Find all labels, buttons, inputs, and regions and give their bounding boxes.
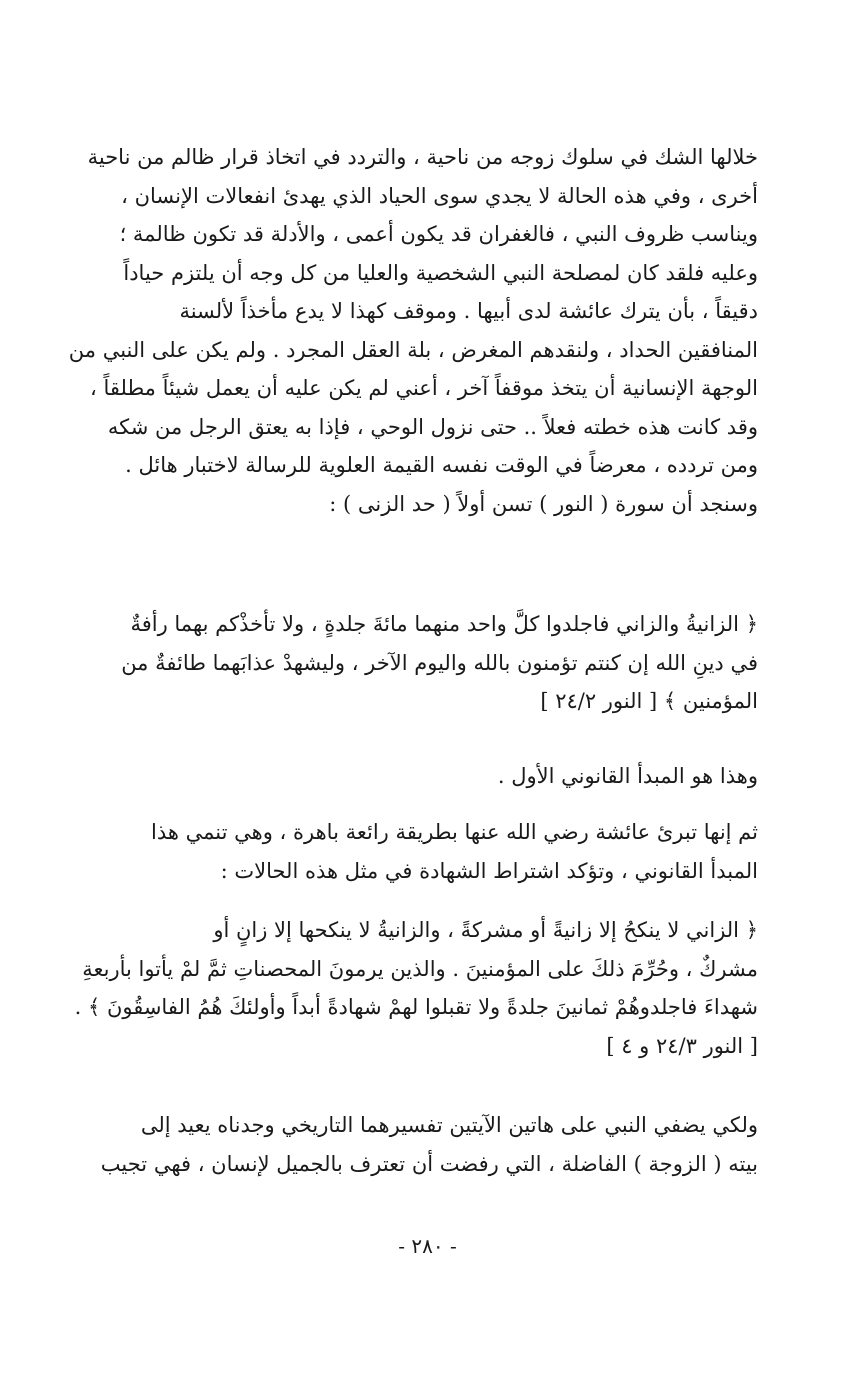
text-line: ومن تردده ، معرضاً في الوقت نفسه القيمة العلوية للرسالة لاختبار هائل . [125, 453, 758, 477]
quote-line: مشركٌ ، وحُرِّمَ ذلكَ على المؤمنينَ . والذين يرمونَ المحصناتِ ثمَّ لمْ يأتوا بأربعةِ [82, 956, 758, 981]
paragraph-narrative-intro [62, 138, 758, 523]
quote-line: ﴿ الزانيةُ والزاني فاجلدوا كلَّ واحد منهما مائةَ جلدةٍ ، ولا تأخذْكم بهما رأفةٌ [130, 612, 758, 636]
text-line: وقد كانت هذه خطته فعلاً .. حتى نزول الوحي ، فإذا به يعتق الرجل من شكه [107, 414, 758, 439]
quote-line: في دينِ الله إن كنتم تؤمنون بالله واليوم الآخر ، وليشهدْ عذابَهما طائفةٌ من [121, 650, 758, 675]
text-line: ثم إنها تبرئ عائشة رضي الله عنها بطريقة رائعة باهرة ، وهي تنمي هذا [151, 820, 758, 844]
quran-quote-second [62, 911, 758, 1065]
quote-line: المؤمنين ﴾ [ النور ٢٤/٢ ] [540, 689, 758, 713]
quran-quote-first [62, 605, 758, 721]
paragraph-vindication [62, 813, 758, 890]
text-line: ولكي يضفي النبي على هاتين الآيتين تفسيرهما التاريخي وجدناه يعيد إلى [140, 1113, 758, 1137]
text-line: بيته ( الزوجة ) الفاضلة ، التي رفضت أن تعترف بالجميل لإنسان ، فهي تجيب [100, 1151, 758, 1176]
text-line: أخرى ، وفي هذه الحالة لا يجدي سوى الحياد الذي يهدئ انفعالات الإنسان ، [121, 183, 758, 208]
page-number: - ٢٨٠ - [398, 1234, 457, 1258]
text-line: وهذا هو المبدأ القانوني الأول . [497, 764, 758, 788]
text-line: الوجهة الإنسانية أن يتخذ موقفاً آخر ، أعني لم يكن عليه أن يعمل شيئاً مطلقاً ، [90, 376, 758, 400]
quote-line: [ النور ٢٤/٣ و ٤ ] [606, 1033, 758, 1058]
paragraph-first-principle [62, 757, 758, 796]
quote-line: ﴿ الزاني لا ينكحُ إلا زانيةً أو مشركةً ، والزانيةُ لا ينكحها إلا زانٍ أو [213, 918, 758, 942]
text-line: وسنجد أن سورة ( النور ) تسن أولاً ( حد الزنى ) : [329, 491, 758, 516]
paragraph-interpretation [62, 1106, 758, 1183]
text-line: دقيقاً ، بأن يترك عائشة لدى أبيها . وموقف كهذا لا يدع مأخذاً لألسنة [179, 299, 758, 323]
quote-line: شهداءَ فاجلدوهُمْ ثمانينَ جلدةً ولا تقبلوا لهمْ شهادةً أبداً وأولئكَ هُمُ الفاسِقُونَ ﴾ . [74, 995, 758, 1019]
text-line: المنافقين الحداد ، ولنقدهم المغرض ، بلة العقل المجرد . ولم يكن على النبي من [68, 337, 758, 362]
text-line: خلالها الشك في سلوك زوجه من ناحية ، والتردد في اتخاذ قرار ظالم من ناحية [87, 145, 758, 169]
text-line: ويناسب ظروف النبي ، فالغفران قد يكون أعمى ، والأدلة قد تكون ظالمة ؛ [119, 222, 758, 246]
text-line: وعليه فلقد كان لمصلحة النبي الشخصية والعليا من كل وجه أن يلتزم حياداً [123, 260, 758, 285]
text-line: المبدأ القانوني ، وتؤكد اشتراط الشهادة في مثل هذه الحالات : [220, 858, 758, 883]
